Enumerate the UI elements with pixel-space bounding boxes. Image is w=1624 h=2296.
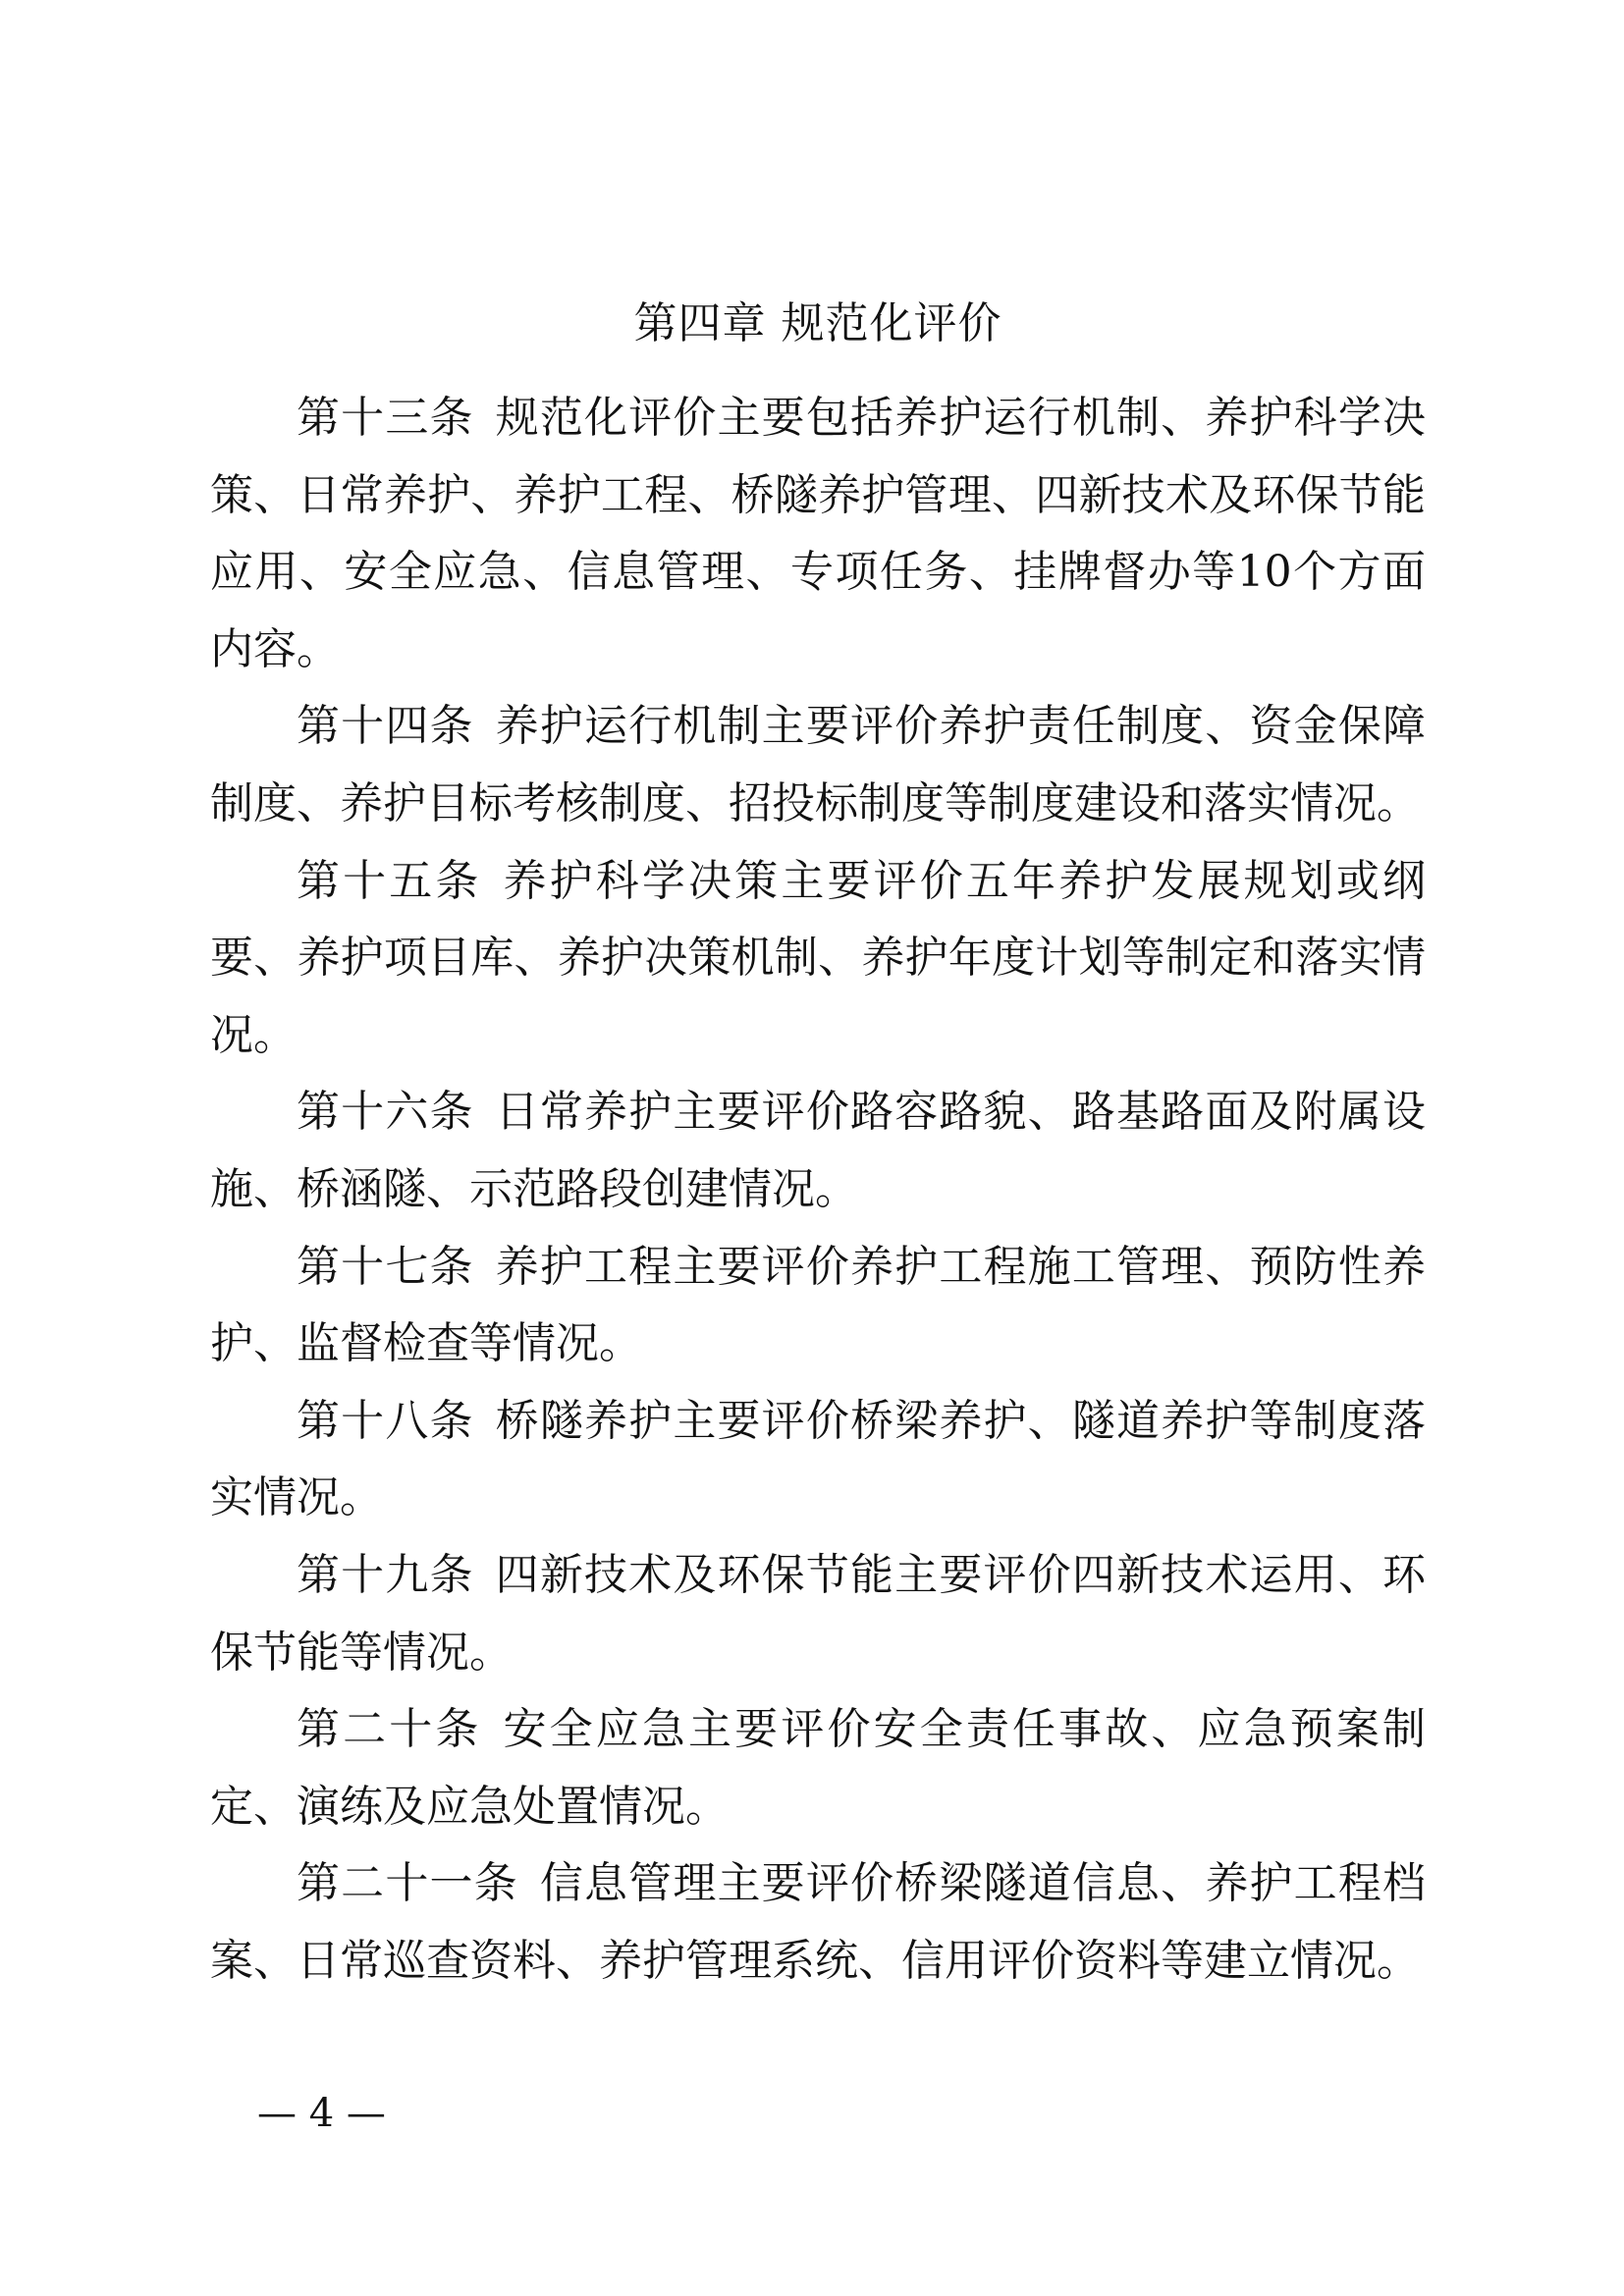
article-label: 第十九条 [297,1549,474,1600]
article-text: 桥隧养护主要评价桥梁养护、隧道养护等制度落实情况。 [210,1395,1427,1523]
article-15 [210,843,1426,1075]
article-20 [210,1691,1426,1845]
article-13 [210,380,1426,688]
article-21 [210,1845,1426,2000]
article-label: 第十四条 [297,701,474,752]
article-label: 第十三条 [297,393,474,443]
article-label: 第二十条 [297,1704,482,1755]
article-text: 四新技术及环保节能主要评价四新技术运用、环保节能等情况。 [210,1549,1427,1678]
article-text: 养护科学决策主要评价五年养护发展规划或纲要、养护项目库、养护决策机制、养护年度计划等制定和落实情况。 [210,855,1427,1060]
article-label: 第十八条 [297,1395,474,1446]
article-18 [210,1383,1426,1537]
article-text: 安全应急主要评价安全责任事故、应急预案制定、演练及应急处置情况。 [210,1704,1427,1832]
article-label: 第十五条 [297,855,482,906]
article-label: 第十六条 [297,1087,474,1138]
article-text: 日常养护主要评价路容路貌、路基路面及附属设施、桥涵隧、示范路段创建情况。 [210,1087,1427,1214]
article-label: 第二十一条 [297,1858,518,1909]
chapter-title: 第四章 规范化评价 [633,298,1002,348]
article-19 [210,1537,1426,1691]
article-text: 信息管理主要评价桥梁隧道信息、养护工程档案、日常巡查资料、养护管理系统、信用评价资料等建立情况。 [210,1858,1427,1986]
article-17 [210,1229,1426,1383]
article-text: 养护工程主要评价养护工程施工管理、预防性养护、监督检查等情况。 [210,1241,1427,1369]
article-label: 第十七条 [297,1241,474,1292]
article-14 [210,688,1426,842]
page-number: — 4 — [257,2091,386,2136]
article-list [210,380,1426,2000]
article-16 [210,1074,1426,1228]
article-text: 规范化评价主要包括养护运行机制、养护科学决策、日常养护、养护工程、桥隧养护管理、四新技术及环保节能应用、安全应急、信息管理、专项任务、挂牌督办等10个方面内容。 [210,393,1427,674]
article-text: 养护运行机制主要评价养护责任制度、资金保障制度、养护目标考核制度、招投标制度等制度建设和落实情况。 [210,701,1427,828]
